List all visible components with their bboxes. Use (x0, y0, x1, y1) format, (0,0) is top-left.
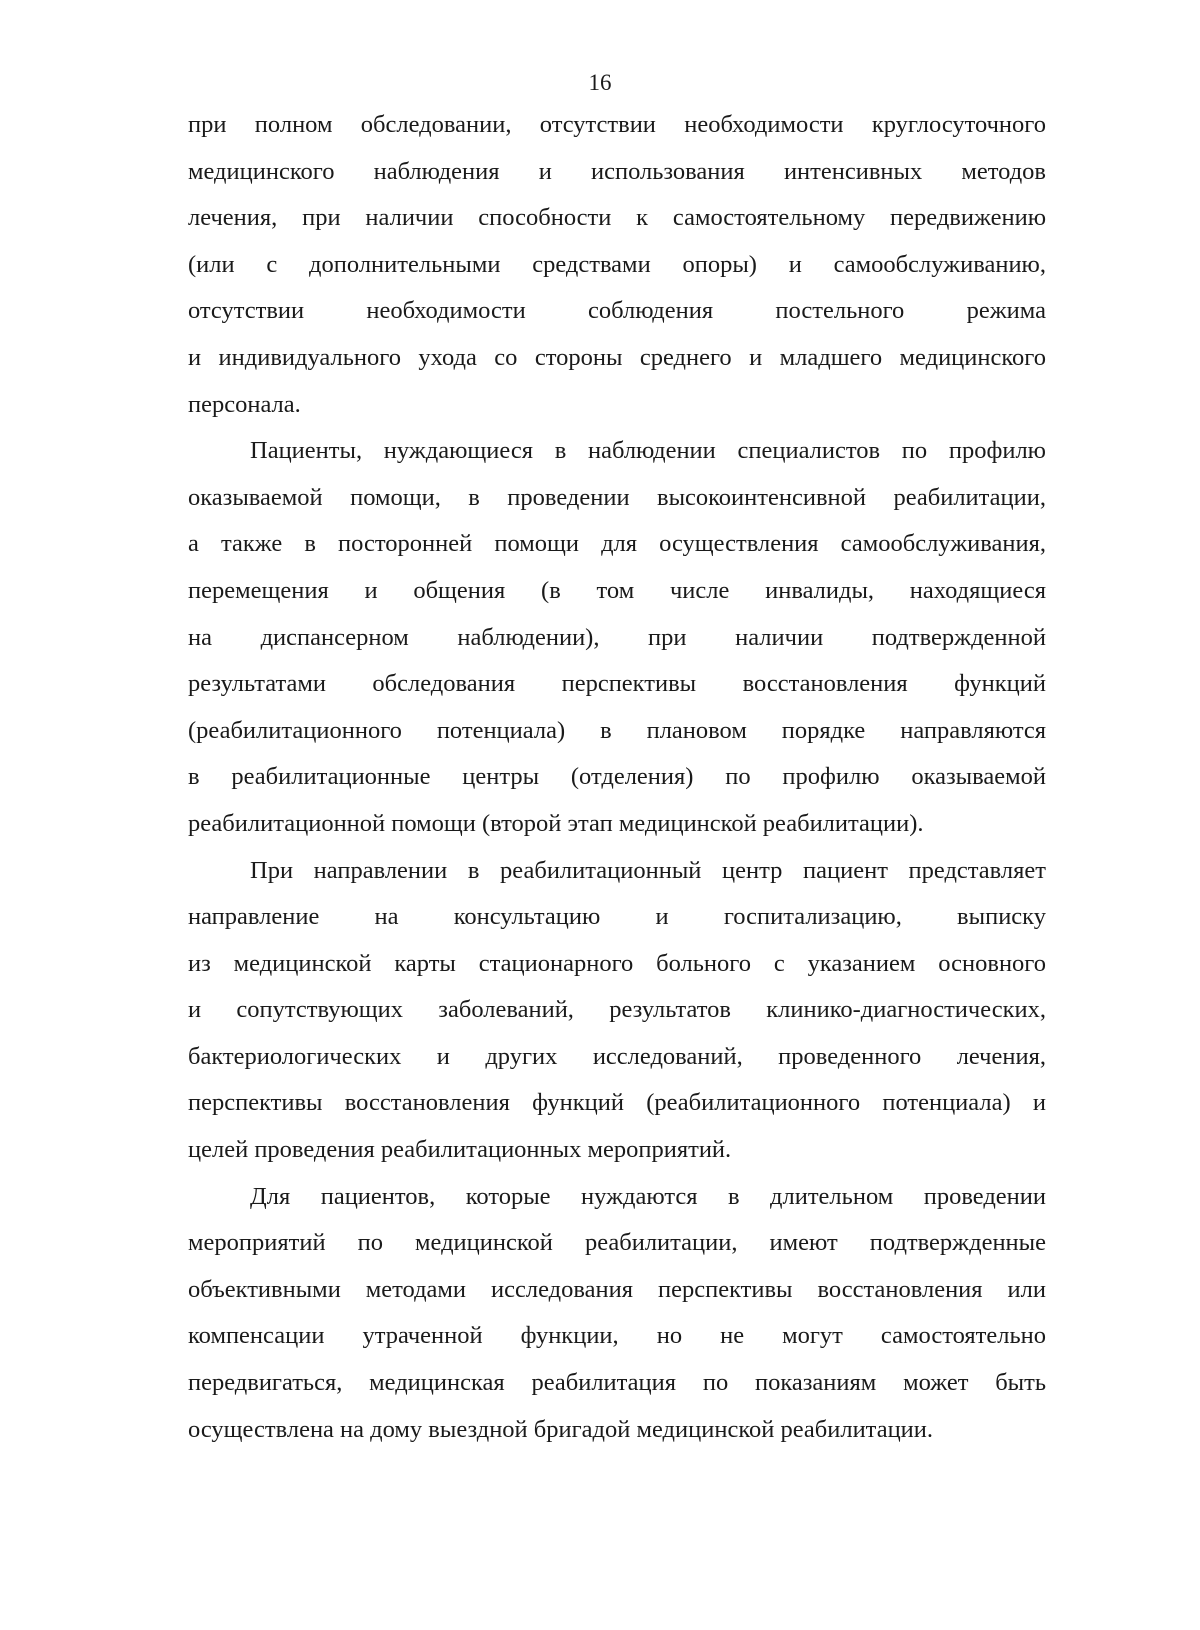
page-number: 16 (588, 70, 612, 95)
text-line: целей проведения реабилитационных мероприятий. (188, 1136, 732, 1164)
text-line: компенсации утраченной функции, но не могут самостоятельно (188, 1322, 1046, 1350)
text-line: на диспансерном наблюдении), при наличии подтвержденной (188, 623, 1046, 651)
text-line: При направлении в реабилитационный центр пациент представляет (250, 856, 1046, 884)
text-line: передвигаться, медицинская реабилитация по показаниям может быть (188, 1369, 1046, 1397)
text-line: лечения, при наличии способности к самостоятельному передвижению (188, 204, 1046, 232)
text-line: результатами обследования перспективы восстановления функций (188, 670, 1046, 698)
text-line: мероприятий по медицинской реабилитации, имеют подтвержденные (188, 1229, 1046, 1257)
text-line: объективными методами исследования перспективы восстановления или (188, 1275, 1046, 1303)
text-line: отсутствии необходимости соблюдения постельного режима (188, 297, 1046, 325)
paragraph (188, 1174, 1046, 1454)
text-line: Пациенты, нуждающиеся в наблюдении специалистов по профилю (250, 437, 1046, 465)
text-line: реабилитационной помощи (второй этап медицинской реабилитации). (188, 809, 924, 837)
text-line: из медицинской карты стационарного больного с указанием основного (188, 949, 1046, 977)
text-line: направление на консультацию и госпитализацию, выписку (188, 903, 1046, 931)
text-line: в реабилитационные центры (отделения) по профилю оказываемой (188, 763, 1046, 791)
text-line: и индивидуального ухода со стороны среднего и младшего медицинского (188, 343, 1046, 371)
text-line: перспективы восстановления функций (реабилитационного потенциала) и (188, 1089, 1046, 1117)
text-line: оказываемой помощи, в проведении высокоинтенсивной реабилитации, (188, 483, 1046, 511)
text-line: медицинского наблюдения и использования интенсивных методов (188, 157, 1046, 185)
paragraph (188, 102, 1046, 428)
text-line: а также в посторонней помощи для осуществления самообслуживания, (188, 530, 1046, 558)
text-line: Для пациентов, которые нуждаются в длительном проведении (250, 1182, 1046, 1210)
text-line: при полном обследовании, отсутствии необходимости круглосуточного (188, 111, 1046, 138)
text-line: (реабилитационного потенциала) в плановом порядке направляются (188, 716, 1046, 744)
document-body (188, 102, 1046, 1453)
text-line: (или с дополнительными средствами опоры) и самообслуживанию, (188, 250, 1046, 278)
text-line: персонала. (188, 390, 301, 418)
text-line: и сопутствующих заболеваний, результатов клинико-диагностических, (188, 996, 1046, 1024)
paragraph (188, 848, 1046, 1174)
text-line: перемещения и общения (в том числе инвалиды, находящиеся (188, 576, 1046, 604)
text-line: бактериологических и других исследований, проведенного лечения, (188, 1042, 1046, 1070)
text-line: осуществлена на дому выездной бригадой медицинской реабилитации. (188, 1415, 934, 1443)
paragraph (188, 428, 1046, 847)
